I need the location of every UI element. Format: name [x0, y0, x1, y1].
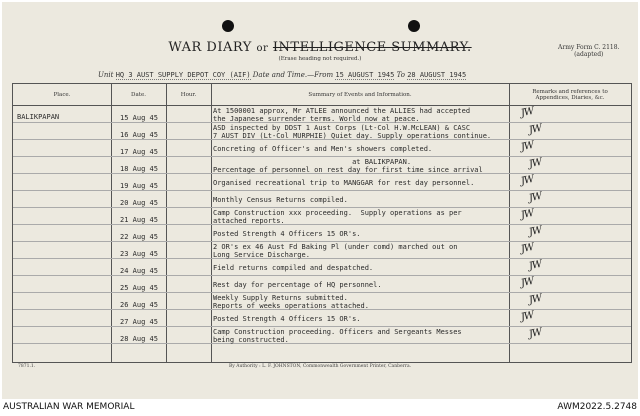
entry-summary-line: being constructed. [213, 336, 289, 344]
form-number [558, 44, 619, 58]
diary-entry-row [13, 106, 631, 123]
entry-summary-line: Organised recreational trip to MANGGAR for rest day personnel. [213, 179, 475, 187]
entry-summary [213, 158, 483, 174]
printer-authority: By Authority : L. F. JOHNSTON, Commonwealth Government Printer, Canberra. [228, 364, 412, 369]
entry-summary-line: Posted Strength 4 Officers 15 OR's. [213, 315, 361, 323]
entry-summary-line: Concreting of Officer's and Men's showers completed. [213, 145, 433, 153]
entry-summary-line: attached reports. [213, 217, 285, 225]
entry-date: 28 Aug 45 [120, 335, 158, 343]
column-header-place: Place. [13, 84, 111, 106]
entry-date: 19 Aug 45 [120, 182, 158, 190]
entry-summary [213, 209, 462, 225]
entry-summary [213, 230, 361, 238]
entry-summary [213, 145, 432, 153]
entry-summary [213, 124, 491, 140]
entry-date: 22 Aug 45 [120, 233, 158, 241]
diary-entry-row [13, 259, 631, 276]
entry-date: 25 Aug 45 [120, 284, 158, 292]
diary-entry-row [13, 208, 631, 225]
entry-summary-line: at BALIKPAPAN. [213, 158, 412, 166]
unit-line [98, 71, 466, 79]
entry-summary-line: 2 OR's ex 46 Aust Fd Baking Pl (under comd) marched out on [213, 243, 458, 251]
entry-summary [213, 107, 470, 123]
diary-entry-row [13, 191, 631, 208]
diary-entry-row [13, 293, 631, 310]
title-war-diary: WAR DIARY [168, 40, 252, 55]
entry-summary-line: Monthly Census Returns compiled. [213, 196, 348, 204]
page-title [2, 40, 638, 55]
archive-name: AUSTRALIAN WAR MEMORIAL [3, 402, 135, 412]
diary-entry-row [13, 174, 631, 191]
title-intelligence-summary: INTELLIGENCE SUMMARY. [272, 40, 472, 55]
entry-date: 16 Aug 45 [120, 131, 158, 139]
entry-summary-line: At 1500001 approx, Mr ATLEE announced the ALLIES had accepted [213, 107, 471, 115]
officer-initials-signature: JW [527, 122, 543, 137]
entry-summary-line: Weekly Supply Returns submitted. [213, 294, 348, 302]
punch-hole [408, 20, 420, 32]
column-header-summary: Summary of Events and Information. [211, 84, 509, 106]
officer-initials-signature: JW [527, 258, 543, 273]
entry-date: 20 Aug 45 [120, 199, 158, 207]
entry-summary [213, 328, 462, 344]
officer-initials-signature: JW [519, 275, 535, 290]
entry-date: 24 Aug 45 [120, 267, 158, 275]
officer-initials-signature: JW [519, 139, 535, 154]
entry-summary-line: Rest day for percentage of HQ personnel. [213, 281, 382, 289]
entry-summary-line: Long Service Discharge. [213, 251, 310, 259]
diary-entry-row [13, 310, 631, 327]
to-date: 28 AUGUST 1945 [407, 71, 467, 79]
officer-initials-signature: JW [519, 207, 535, 222]
diary-table [12, 83, 632, 363]
entry-summary-line: Reports of weeks operations attached. [213, 302, 369, 310]
entry-summary-line: 7 AUST DIV (Lt-Col MURPHIE) Quiet day. Supply operations continue. [213, 132, 492, 140]
entry-summary-line: the Japanese surrender terms. World now at peace. [213, 115, 420, 123]
entry-summary [213, 315, 361, 323]
archive-credit-bar [0, 400, 640, 416]
entry-summary [213, 294, 369, 310]
title-or: or [256, 43, 269, 54]
entry-summary-line: Camp Construction proceeding. Officers and Sergeants Messes [213, 328, 462, 336]
diary-entry-row [13, 242, 631, 259]
archive-reference: AWM2022.5.2748 [557, 402, 637, 412]
page-subtitle: (Erase heading not required.) [278, 56, 362, 62]
entry-summary-line: Field returns compiled and despatched. [213, 264, 374, 272]
form-number-note: (adapted) [574, 51, 604, 58]
column-header-date: Date. [111, 84, 166, 106]
officer-initials-signature: JW [519, 241, 535, 256]
officer-initials-signature: JW [527, 292, 543, 307]
diary-entry-row [13, 123, 631, 140]
entry-summary [213, 179, 474, 187]
time-label: Date and Time.—From [252, 71, 334, 79]
entry-place: BALIKPAPAN [17, 113, 60, 121]
column-header-remarks: Remarks and references to Appendices, Diaries, &c. [509, 84, 631, 106]
entry-date: 21 Aug 45 [120, 216, 158, 224]
officer-initials-signature: JW [527, 156, 543, 171]
officer-initials-signature: JW [519, 105, 535, 120]
diary-entry-row [13, 327, 631, 344]
entry-summary-line: Percentage of personnel on rest day for first time since arrival [213, 166, 483, 174]
punch-hole [222, 20, 234, 32]
officer-initials-signature: JW [519, 173, 535, 188]
officer-initials-signature: JW [527, 326, 543, 341]
officer-initials-signature: JW [519, 309, 535, 324]
diary-entry-row [13, 157, 631, 174]
diary-page [2, 2, 638, 399]
entry-summary [213, 281, 382, 289]
diary-entry-row [13, 276, 631, 293]
entry-date: 17 Aug 45 [120, 148, 158, 156]
column-header-hour: Hour. [166, 84, 211, 106]
entry-summary [213, 264, 373, 272]
entry-date: 23 Aug 45 [120, 250, 158, 258]
officer-initials-signature: JW [527, 190, 543, 205]
diary-entry-row [13, 140, 631, 157]
unit-label: Unit [98, 71, 114, 79]
unit-value: HQ 3 AUST SUPPLY DEPOT COY (AIF) [115, 71, 251, 79]
entry-summary [213, 196, 348, 204]
from-date: 15 AUGUST 1945 [335, 71, 395, 79]
form-number-line: Army Form C. 2118. [558, 44, 620, 51]
entry-date: 15 Aug 45 [120, 114, 158, 122]
to-label: To [396, 71, 405, 79]
entry-summary-line: Posted Strength 4 Officers 15 OR's. [213, 230, 361, 238]
entry-date: 18 Aug 45 [120, 165, 158, 173]
entry-date: 27 Aug 45 [120, 318, 158, 326]
entry-summary-line: Camp Construction xxx proceeding. Supply operations as per [213, 209, 462, 217]
entry-summary [213, 243, 457, 259]
form-code: 7871.1. [18, 364, 36, 369]
entry-date: 26 Aug 45 [120, 301, 158, 309]
diary-entry-row [13, 225, 631, 242]
officer-initials-signature: JW [527, 224, 543, 239]
entry-summary-line: ASD inspected by DDST 1 Aust Corps (Lt-Col H.W.McLEAN) & CASC [213, 124, 471, 132]
